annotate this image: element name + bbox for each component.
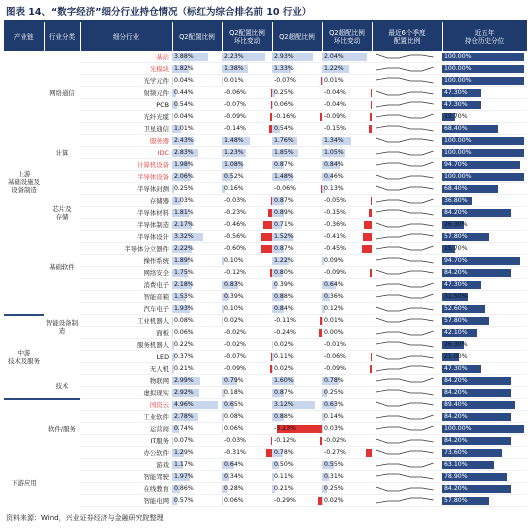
table-row: 半导体分立器件 2.22% -0.60% 0.87% -0.45% 15.70% <box>4 243 527 255</box>
sparkline-cell <box>372 471 442 483</box>
positive-bar <box>172 317 173 325</box>
subindustry-name: 物联网 <box>80 375 172 387</box>
column-header: Q2配置比例 环比变动 <box>222 22 272 51</box>
sparkline <box>372 424 438 434</box>
sparkline-cell <box>372 255 442 267</box>
sparkline <box>372 244 438 254</box>
subindustry-name: 服务机器人 <box>80 339 172 351</box>
chain-label: 中游 技术及服务 <box>4 315 44 399</box>
subindustry-name: 国资云 <box>80 399 172 411</box>
percentile-cell: 68.40% <box>442 123 527 135</box>
subindustry-name: 半导体制造 <box>80 219 172 231</box>
table-row: 智能驾驶 1.97% 0.34% 0.11% 0.31% 78.90% <box>4 471 527 483</box>
subindustry-name: 光学元件 <box>80 75 172 87</box>
table-row: IDC 2.83% 1.23% 1.85% 1.05% 100.00% <box>4 147 527 159</box>
sparkline <box>372 388 438 398</box>
figure-title: 图表 14、“数字经济”细分行业持仓情况（标红为综合排名前 10 行业） <box>6 7 312 18</box>
sparkline <box>372 400 438 410</box>
negative-bar <box>371 353 372 361</box>
holding-table-wrapper <box>4 22 527 508</box>
percentile-cell: 47.30% <box>442 87 527 99</box>
sparkline <box>372 340 438 350</box>
table-row: 半导体封测 0.25% 0.16% -0.06% 0.13% 68.40% <box>4 183 527 195</box>
subindustry-name <box>80 507 172 509</box>
sparkline-cell <box>372 123 442 135</box>
table-row: 光模块 1.82% 1.38% 1.33% 1.22% 100.00% <box>4 63 527 75</box>
sparkline-cell <box>372 363 442 375</box>
subindustry-name: 消费电子 <box>80 279 172 291</box>
sparkline-cell <box>372 399 442 411</box>
sparkline <box>372 220 438 230</box>
sparkline-cell <box>372 339 442 351</box>
percentile-cell: 57.80% <box>442 315 527 327</box>
negative-bar <box>362 245 372 253</box>
table-row: 卫星通信 1.01% -0.14% 0.54% -0.15% 68.40% <box>4 123 527 135</box>
table-body <box>4 51 527 508</box>
subindustry-name: 无人机 <box>80 363 172 375</box>
negative-bar <box>370 113 372 121</box>
table-row: 计算机设备 1.98% 1.08% 0.87% 0.84% 94.70% <box>4 159 527 171</box>
percentile-cell: 68.40% <box>442 183 527 195</box>
sparkline <box>372 88 438 98</box>
sparkline <box>372 352 438 362</box>
sparkline-cell <box>372 327 442 339</box>
table-row: 光纤光缆 0.04% -0.09% -0.16% -0.09% 15.70% <box>4 111 527 123</box>
table-row: 运营商 0.74% 0.06% -3.23% 0.03% 100.00% <box>4 423 527 435</box>
subindustry-name: 智能驾驶 <box>80 471 172 483</box>
table-row: 智能设备制造 消费电子 2.18% 0.83% 0.39% 0.64% 47.30% <box>4 279 527 291</box>
table-row: 工业软件 2.78% 0.08% 0.88% 0.14% 84.20% <box>4 411 527 423</box>
positive-bar <box>222 497 223 505</box>
percentile-cell: 21.00% <box>442 351 527 363</box>
sparkline <box>372 364 438 374</box>
percentile-cell: 100.00% <box>442 63 527 75</box>
subindustry-name: 基站 <box>80 51 172 63</box>
sparkline <box>372 292 438 302</box>
sparkline-cell <box>372 411 442 423</box>
table-row: 在线教育 0.86% 0.28% 0.21% 0.25% 84.20% <box>4 483 527 495</box>
sparkline <box>372 232 438 242</box>
percentile-cell: 47.30% <box>442 279 527 291</box>
sparkline <box>372 268 438 278</box>
percentile-cell: 100.00% <box>442 171 527 183</box>
sparkline-cell <box>372 207 442 219</box>
column-header: Q2超配比例 <box>272 22 322 51</box>
sparkline-cell <box>372 435 442 447</box>
positive-bar <box>172 437 173 445</box>
sparkline-cell <box>372 75 442 87</box>
subindustry-name: LED <box>80 351 172 363</box>
percentile-cell: 26.30% <box>442 339 527 351</box>
sparkline-cell <box>372 63 442 75</box>
table-row: 上游 基础设施及 设备制造 网络通信 基站 3.88% 2.23% 2.93% 2.04% 100.00% <box>4 51 527 63</box>
category-label: 软件/服务 <box>44 399 80 459</box>
subindustry-name: 计算机设备 <box>80 159 172 171</box>
table-row: 技术 物联网 2.99% 0.79% 1.60% 0.78% 84.20% <box>4 375 527 387</box>
percentile-cell: 47.30% <box>442 99 527 111</box>
sparkline <box>372 196 438 206</box>
percentile-cell: 84.20% <box>442 411 527 423</box>
negative-bar <box>364 221 372 229</box>
negative-bar <box>369 209 372 217</box>
negative-bar <box>261 233 272 241</box>
subindustry-name: 面板 <box>80 327 172 339</box>
column-header: 产业链 <box>4 22 44 51</box>
negative-bar <box>261 245 273 253</box>
positive-bar <box>222 425 223 433</box>
sparkline-cell <box>372 135 442 147</box>
table-row: 虚拟现实 2.92% 0.18% 0.87% 0.25% 84.20% <box>4 387 527 399</box>
sparkline-cell <box>372 159 442 171</box>
negative-bar <box>370 269 372 277</box>
subindustry-name: 卫星通信 <box>80 123 172 135</box>
sparkline <box>372 304 438 314</box>
sparkline-cell <box>372 483 442 495</box>
subindustry-name: IT服务 <box>80 435 172 447</box>
subindustry-name: 半导体封测 <box>80 183 172 195</box>
sparkline-cell <box>372 219 442 231</box>
table-row: 半导体制造 2.17% -0.46% 0.71% -0.36% 26.30% <box>4 219 527 231</box>
percentile-cell: 36.80% <box>442 195 527 207</box>
sparkline <box>372 172 438 182</box>
sparkline <box>372 376 438 386</box>
column-header: Q2超配比例 环比变动 <box>322 22 372 51</box>
table-row: 光学元件 0.04% 0.01% -0.07% 0.01% 100.00% <box>4 75 527 87</box>
sparkline <box>372 412 438 422</box>
sparkline-cell <box>372 111 442 123</box>
sparkline <box>372 436 438 446</box>
negative-bar <box>370 365 372 373</box>
sparkline <box>372 148 438 158</box>
table-row: 汽车电子 1.93% 0.10% 0.84% 0.12% 52.60% <box>4 303 527 315</box>
subindustry-name: 光模块 <box>80 63 172 75</box>
table-row: IT服务 0.07% -0.03% -0.12% -0.02% 84.20% <box>4 435 527 447</box>
table-row: 面板 0.06% -0.02% -0.24% 0.00% 42.10% <box>4 327 527 339</box>
sparkline-cell <box>372 99 442 111</box>
percentile-cell: 100.00% <box>442 135 527 147</box>
table-row: 存储器 1.03% -0.03% 0.87% -0.05% 36.80% <box>4 195 527 207</box>
percentile-cell: 84.20% <box>442 483 527 495</box>
percentile-cell: 84.20% <box>442 387 527 399</box>
sparkline <box>372 484 438 494</box>
chain-label: 上游 基础设施及 设备制造 <box>4 51 44 315</box>
subindustry-name: 游戏 <box>80 459 172 471</box>
percentile-cell: 26.30% <box>442 219 527 231</box>
table-row: 办公软件 1.29% -0.31% 0.78% -0.27% 73.60% <box>4 447 527 459</box>
column-header: 行业分类 <box>44 22 80 51</box>
sparkline <box>372 100 438 110</box>
sparkline-cell <box>372 267 442 279</box>
percentile-cell: 31.50% <box>442 291 527 303</box>
percentile-cell: 84.20% <box>442 375 527 387</box>
category-label: 基础软件 <box>44 255 80 279</box>
negative-bar <box>369 125 372 133</box>
percentile-cell: 94.70% <box>442 159 527 171</box>
percentile-cell: 57.80% <box>442 231 527 243</box>
chain-label: 下游应用 <box>4 399 44 509</box>
sparkline <box>372 76 438 86</box>
table-row: 智能电网 0.57% 0.06% -0.29% 0.02% 57.80% <box>4 495 527 507</box>
table-row: 基础软件 操作系统 1.89% 0.10% 1.22% 0.09% 94.70% <box>4 255 527 267</box>
percentile-cell: 100.00% <box>442 75 527 87</box>
table-row: 游戏 1.17% 0.64% 0.50% 0.55% 63.10% <box>4 459 527 471</box>
sparkline <box>372 316 438 326</box>
sparkline-cell <box>372 459 442 471</box>
column-header: 最近6个季度 配置比例 <box>372 22 442 51</box>
percentile-cell: 84.20% <box>442 267 527 279</box>
sparkline-cell <box>372 171 442 183</box>
sparkline <box>372 124 438 134</box>
sparkline-cell <box>372 291 442 303</box>
percentile-cell: 52.60% <box>442 303 527 315</box>
table-row: 半导体材料 1.81% -0.23% 0.89% -0.15% 84.20% <box>4 207 527 219</box>
subindustry-name: 智能电网 <box>80 495 172 507</box>
subindustry-name: 服务器 <box>80 135 172 147</box>
sparkline-cell <box>372 315 442 327</box>
subindustry-name: 存储器 <box>80 195 172 207</box>
sparkline-cell <box>372 279 442 291</box>
subindustry-name: 半导体材料 <box>80 207 172 219</box>
sparkline <box>372 448 438 458</box>
sparkline-cell <box>372 495 442 507</box>
table-row: 下游应用 软件/服务 国资云 4.96% 0.65% 3.12% 0.63% 89.40% <box>4 399 527 411</box>
column-header: 近五年 持仓历史分位 <box>442 22 527 51</box>
subindustry-name: 网络安全 <box>80 267 172 279</box>
subindustry-name: 操作系统 <box>80 255 172 267</box>
subindustry-name: 半导体设计 <box>80 231 172 243</box>
subindustry-name: 智能音箱 <box>80 291 172 303</box>
column-header: Q2配置比例 <box>172 22 222 51</box>
holdings-table <box>4 22 527 508</box>
subindustry-name: 半导体设备 <box>80 171 172 183</box>
percentile-cell: 100.00% <box>442 147 527 159</box>
percentile-cell: 89.40% <box>442 399 527 411</box>
negative-bar <box>363 233 372 241</box>
subindustry-name: IDC <box>80 147 172 159</box>
sparkline-cell <box>372 447 442 459</box>
category-label: 计算 <box>44 135 80 171</box>
negative-bar <box>371 101 372 109</box>
sparkline-cell <box>372 195 442 207</box>
subindustry-name: 工业机器人 <box>80 315 172 327</box>
subindustry-name: 光纤光缆 <box>80 111 172 123</box>
sparkline-cell <box>372 375 442 387</box>
sparkline <box>372 136 438 146</box>
subindustry-name: 射频元件 <box>80 87 172 99</box>
percentile-cell: 100.00% <box>442 423 527 435</box>
subindustry-name: 半导体分立器件 <box>80 243 172 255</box>
positive-bar <box>172 329 173 337</box>
sparkline <box>372 460 438 470</box>
sparkline-cell <box>372 303 442 315</box>
percentile-cell: 100.00% <box>442 51 527 63</box>
sparkline-cell <box>372 51 442 63</box>
category-label: 智能设备制造 <box>44 279 80 375</box>
percentile-cell: 63.10% <box>442 459 527 471</box>
sparkline <box>372 208 438 218</box>
positive-bar <box>322 425 323 433</box>
sparkline <box>372 496 438 506</box>
sparkline <box>372 184 438 194</box>
sparkline-cell <box>372 507 442 509</box>
percentile-cell: 94.70% <box>442 255 527 267</box>
table-row: 无人机 0.21% -0.09% 0.02% -0.09% 47.30% <box>4 363 527 375</box>
sparkline <box>372 472 438 482</box>
category-label <box>44 459 80 509</box>
header-row <box>4 22 527 51</box>
sparkline <box>372 328 438 338</box>
subindustry-name: 虚拟现实 <box>80 387 172 399</box>
positive-bar <box>272 101 273 109</box>
sparkline <box>372 256 438 266</box>
sparkline-cell <box>372 243 442 255</box>
percentile-cell: 84.20% <box>442 207 527 219</box>
sparkline-cell <box>372 87 442 99</box>
table-row: LED 0.37% -0.07% 0.11% -0.06% 21.00% <box>4 351 527 363</box>
sparkline <box>372 64 438 74</box>
percentile-cell: 78.90% <box>442 471 527 483</box>
percentile-cell: 73.60% <box>442 447 527 459</box>
column-header: 细分行业 <box>80 22 172 51</box>
sparkline-cell <box>372 351 442 363</box>
percentile-cell: 15.70% <box>442 111 527 123</box>
table-row: 射频元件 0.44% -0.06% 0.25% -0.04% 47.30% <box>4 87 527 99</box>
negative-bar <box>371 89 372 97</box>
table-row: 半导体设计 3.32% -0.56% 1.52% -0.41% 57.80% <box>4 231 527 243</box>
table-row: 中游 技术及服务 工业机器人 0.08% 0.02% -0.11% 0.01% 57.80% <box>4 315 527 327</box>
sparkline <box>372 160 438 170</box>
source-note: 资料来源：Wind，兴业证券经济与金融研究院整理 <box>6 514 164 522</box>
sparkline <box>372 52 438 62</box>
percentile-cell <box>442 507 527 509</box>
table-row: 服务机器人 0.22% -0.02% 0.02% -0.01% 26.30% <box>4 339 527 351</box>
table-row: PCB 0.54% -0.07% 0.06% -0.04% 47.30% <box>4 99 527 111</box>
sparkline <box>372 280 438 290</box>
sparkline <box>372 112 438 122</box>
subindustry-name: 办公软件 <box>80 447 172 459</box>
sparkline-cell <box>372 231 442 243</box>
percentile-cell: 57.80% <box>442 495 527 507</box>
sparkline-cell <box>372 387 442 399</box>
table-row: 网络安全 1.75% -0.12% 0.80% -0.09% 84.20% <box>4 267 527 279</box>
negative-bar <box>366 449 372 457</box>
percentile-cell: 47.30% <box>442 363 527 375</box>
subindustry-name: 工业软件 <box>80 411 172 423</box>
percentile-cell: 42.10% <box>442 327 527 339</box>
negative-bar <box>371 197 372 205</box>
subindustry-name: 在线教育 <box>80 483 172 495</box>
sparkline-cell <box>372 423 442 435</box>
category-label: 芯片及 存储 <box>44 171 80 255</box>
negative-bar <box>263 221 272 229</box>
category-label: 网络通信 <box>44 51 80 135</box>
percentile-cell: 84.20% <box>442 435 527 447</box>
table-row: 芯片及 存储 半导体设备 2.06% 0.52% 1.48% 0.46% 100.00% <box>4 171 527 183</box>
sparkline-cell <box>372 183 442 195</box>
sparkline <box>372 508 438 509</box>
table-row: 智能音箱 1.53% 0.39% 0.88% 0.36% 31.50% <box>4 291 527 303</box>
sparkline-cell <box>372 147 442 159</box>
percentile-cell: 15.70% <box>442 243 527 255</box>
table-row <box>4 507 527 509</box>
subindustry-name: 汽车电子 <box>80 303 172 315</box>
subindustry-name: PCB <box>80 99 172 111</box>
category-label: 技术 <box>44 375 80 399</box>
table-row: 计算 服务器 2.43% 1.48% 1.76% 1.34% 100.00% <box>4 135 527 147</box>
subindustry-name: 运营商 <box>80 423 172 435</box>
